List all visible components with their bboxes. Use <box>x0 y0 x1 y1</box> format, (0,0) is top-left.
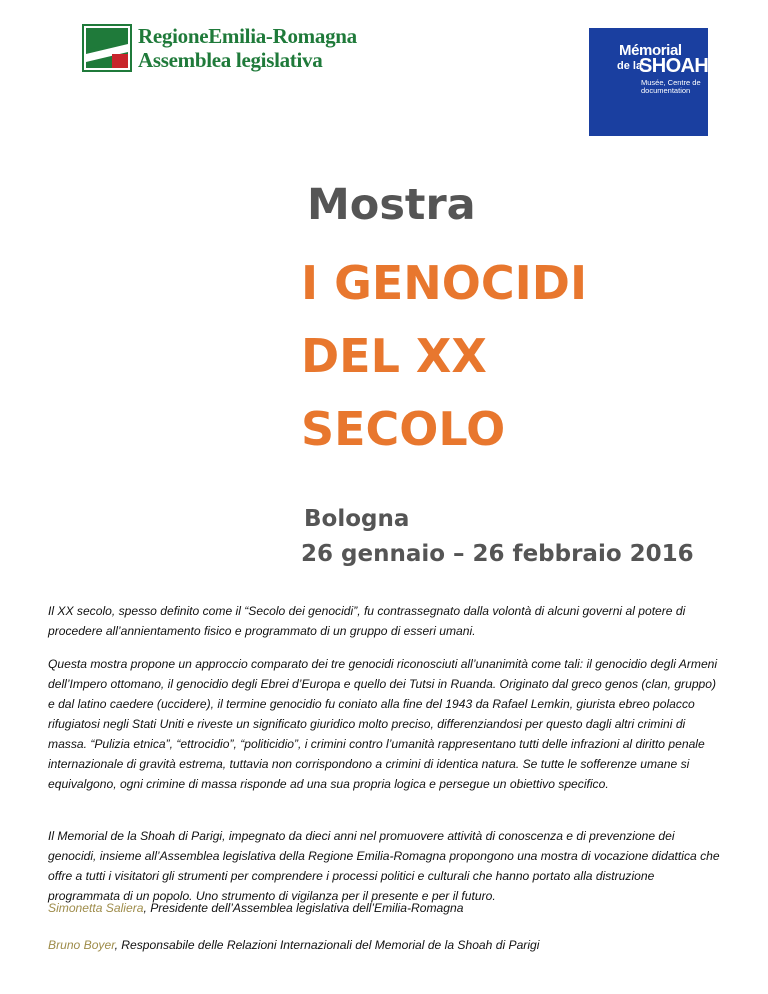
memorial-logo-line1: Mémorial <box>619 42 682 59</box>
signature-role: , Presidente dell’Assemblea legislativa dell’Emilia-Romagna <box>143 901 464 915</box>
memorial-logo-line2: de la <box>617 60 643 72</box>
title-line-1: I GENOCIDI <box>301 256 588 310</box>
exhibition-kicker: Mostra <box>307 180 476 230</box>
memorial-shoah-logo <box>589 28 708 136</box>
memorial-logo-line3: SHOAH <box>639 55 709 77</box>
regione-flag-icon <box>82 24 132 72</box>
exhibition-title <box>301 247 661 466</box>
organizers-paragraph: Il Memorial de la Shoah di Parigi, impegnato da dieci anni nel promuovere attività di conoscenza e di prevenzione dei genocidi, insieme all’Assemblea legislativa della Regione Emilia-Romagna propongono una mostra di vocazione didattica che offre a tutti i visitatori gli strumenti per comprendere i processi politici e culturali che hanno portato alla distruzione programmata di un popolo. Uno strumento di vigilanza per il presente e per il futuro. <box>48 829 720 903</box>
exhibition-dates: 26 gennaio – 26 febbraio 2016 <box>301 541 694 567</box>
signature-role: , Responsabile delle Relazioni Internazionali del Memorial de la Shoah di Parigi <box>114 938 540 952</box>
regione-name: RegioneEmilia-Romagna <box>138 24 357 48</box>
signature-line <box>48 935 726 955</box>
signature-name: Simonetta Saliera <box>48 901 144 915</box>
signature-line <box>48 898 726 918</box>
title-line-2: DEL XX <box>301 329 487 383</box>
signature-name: Bruno Boyer <box>48 938 115 952</box>
assemblea-name: Assemblea legislativa <box>138 48 323 72</box>
intro-paragraph: Il XX secolo, spesso definito come il “Secolo dei genocidi”, fu contrassegnato dalla volontà di alcuni governi al potere di procedere all’annientamento fisico e programmato di un gruppo di esseri umani. <box>48 604 686 638</box>
exhibition-city: Bologna <box>304 506 410 532</box>
title-line-3: SECOLO <box>301 402 506 456</box>
description-paragraph: Questa mostra propone un approccio comparato dei tre genocidi riconosciuti all’unanimità come tali: il genocidio degli Armeni dell’Impero ottomano, il genocidio degli Ebrei d’Europa e quello dei Tutsi in Ruanda. Originato dal greco genos (clan, gruppo) e dal latino caedere (uccidere), il termine genocidio fu coniato alla fine del 1943 da Rafael Lemkin, giurista ebreo polacco rifugiatosi negli Stati Uniti e riveste un significato giuridico molto preciso, differenziandosi per questo dagli altri crimini di massa. “Pulizia etnica”, “ettrocidio”, “politicidio”, i crimini contro l’umanità rappresentano tutti delle infrazioni al diritto penale internazionale di gravità estrema, tuttavia non corrispondono a crimini di identica natura. Se tutte le sofferenze umane si equivalgono, ogni crimine di massa risponde ad una sua propria logica e persegue un obiettivo specifico. <box>48 657 718 791</box>
regione-emilia-romagna-logo <box>82 24 357 76</box>
memorial-logo-line4: Musée, Centre de documentation <box>641 78 701 95</box>
